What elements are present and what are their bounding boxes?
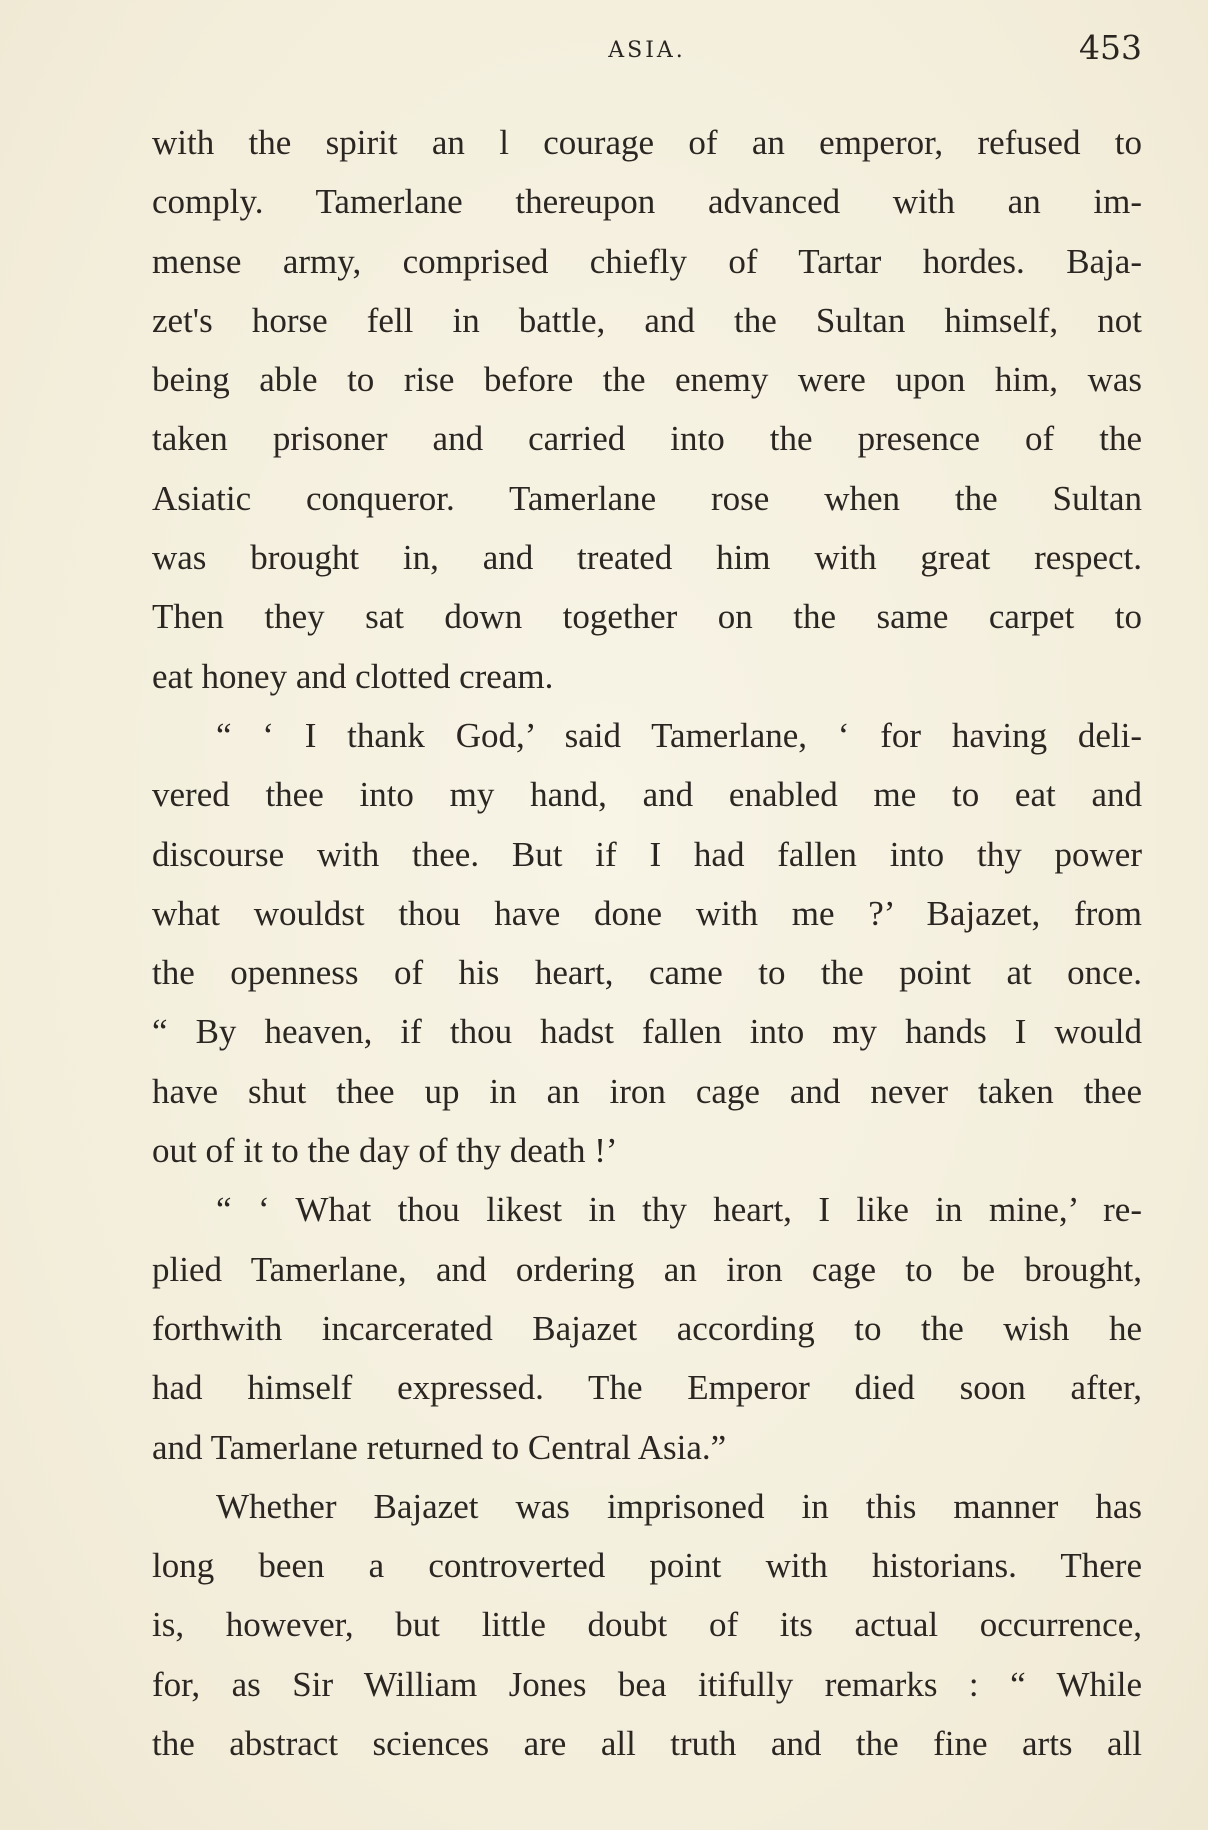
body-text — [152, 113, 1142, 1773]
text-line: and Tamerlane returned to Central Asia.” — [152, 1427, 727, 1467]
running-head: ASIA. — [608, 38, 686, 63]
text-line: “ ‘ What thou likest in thy heart, I like in mine,’ re- — [216, 1190, 1142, 1230]
text-line: have shut thee up in an iron cage and never taken thee — [152, 1071, 1142, 1111]
text-line: discourse with thee. But if I had fallen into thy power — [152, 834, 1142, 874]
text-line: the abstract sciences are all truth and the fine arts all — [152, 1724, 1142, 1764]
text-line: eat honey and clotted cream. — [152, 656, 554, 696]
text-line: “ ‘ I thank God,’ said Tamerlane, ‘ for having deli- — [216, 715, 1142, 755]
text-line: forthwith incarcerated Bajazet according to the wish he — [152, 1308, 1142, 1348]
text-line: Then they sat down together on the same carpet to — [152, 597, 1142, 637]
text-line: zet's horse fell in battle, and the Sultan himself, not — [152, 300, 1142, 340]
text-line: Asiatic conqueror. Tamerlane rose when the Sultan — [152, 478, 1142, 518]
text-line: comply. Tamerlane thereupon advanced with an im- — [152, 182, 1142, 222]
text-line: being able to rise before the enemy were upon him, was — [152, 360, 1142, 400]
text-line: out of it to the day of thy death !’ — [152, 1131, 618, 1171]
text-line: “ By heaven, if thou hadst fallen into my hands I would — [152, 1012, 1142, 1052]
page-header — [152, 28, 1142, 78]
text-line: mense army, comprised chiefly of Tartar hordes. Baja- — [152, 241, 1142, 281]
text-line: what wouldst thou have done with me ?’ Bajazet, from — [152, 893, 1142, 933]
text-line: Whether Bajazet was imprisoned in this manner has — [216, 1486, 1142, 1526]
text-line: plied Tamerlane, and ordering an iron cage to be brought, — [152, 1249, 1142, 1289]
text-line: vered thee into my hand, and enabled me to eat and — [152, 775, 1142, 815]
text-line: the openness of his heart, came to the point at once. — [152, 953, 1142, 993]
text-line: is, however, but little doubt of its actual occurrence, — [152, 1605, 1142, 1645]
text-line: for, as Sir William Jones bea itifully remarks : “ While — [152, 1664, 1142, 1704]
text-line: with the spirit an l courage of an emperor, refused to — [152, 123, 1142, 162]
text-line: taken prisoner and carried into the presence of the — [152, 419, 1142, 459]
text-line: long been a controverted point with historians. There — [152, 1546, 1142, 1586]
text-line: was brought in, and treated him with great respect. — [152, 538, 1142, 578]
page-number: 453 — [1079, 28, 1142, 67]
text-line: had himself expressed. The Emperor died soon after, — [152, 1368, 1142, 1408]
